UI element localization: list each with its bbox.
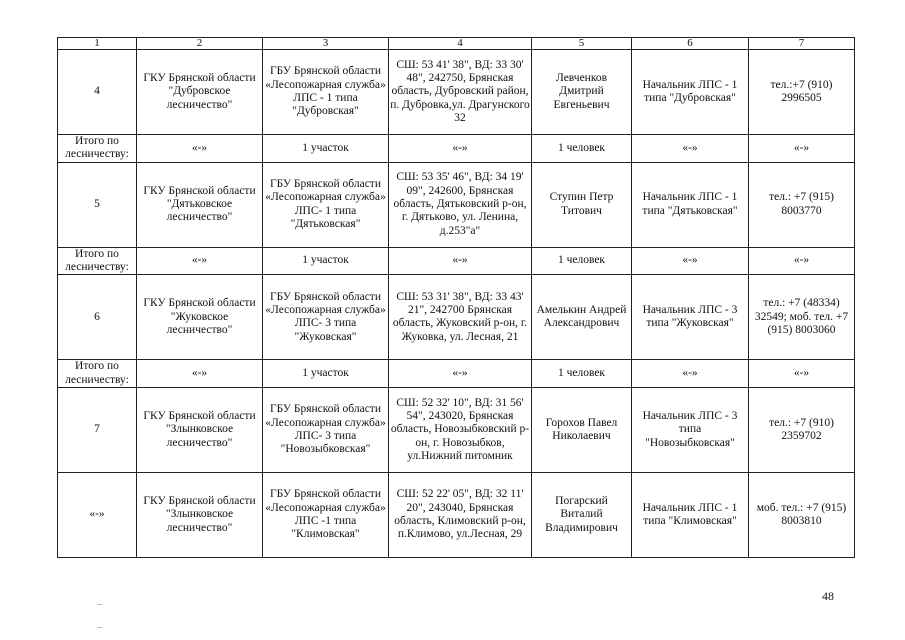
responsible-person-cell: Горохов Павел Николаевич bbox=[532, 387, 632, 472]
phone-cell: тел.:+7 (910) 2996505 bbox=[749, 50, 855, 135]
position-cell: «-» bbox=[632, 247, 749, 275]
phone-cell: «-» bbox=[749, 247, 855, 275]
lps-unit-cell: ГБУ Брянской области «Лесопожарная служба» ЛПС - 1 типа "Дубровская" bbox=[263, 50, 389, 135]
table-row bbox=[58, 472, 855, 557]
responsible-person-cell: Погарский Виталий Владимирович bbox=[532, 472, 632, 557]
header-row bbox=[58, 38, 855, 50]
responsible-person-cell: 1 человек bbox=[532, 135, 632, 163]
header-cell: 1 bbox=[58, 38, 137, 50]
lps-unit-cell: 1 участок bbox=[263, 360, 389, 388]
forestry-cell: «-» bbox=[137, 135, 263, 163]
lps-unit-cell: ГБУ Брянской области «Лесопожарная служба» ЛПС -1 типа "Климовская" bbox=[263, 472, 389, 557]
total-row bbox=[58, 247, 855, 275]
total-label-cell: Итого по лесничеству: bbox=[58, 247, 137, 275]
address-cell: СШ: 52 32' 10", ВД: 31 56' 54", 243020, Брянская область, Новозыбковский р-он, г. Новозыбков, ул.Нижний питомник bbox=[389, 387, 532, 472]
header-cell: 6 bbox=[632, 38, 749, 50]
header-cell: 2 bbox=[137, 38, 263, 50]
lps-unit-cell: 1 участок bbox=[263, 247, 389, 275]
address-cell: СШ: 52 22' 05", ВД: 32 11' 20", 243040, Брянская область, Климовский р-он, п.Климово, ул.Лесная, 29 bbox=[389, 472, 532, 557]
forestry-cell: ГКУ Брянской области "Дубровское лесничество" bbox=[137, 50, 263, 135]
lps-unit-cell: 1 участок bbox=[263, 135, 389, 163]
page-number: 48 bbox=[822, 589, 834, 603]
position-cell: «-» bbox=[632, 135, 749, 163]
address-cell: СШ: 53 35' 46", ВД: 34 19' 09", 242600, Брянская область, Дятьковский р-он, г. Дятьково, ул. Ленина, д.253"а" bbox=[389, 162, 532, 247]
forestry-cell: «-» bbox=[137, 247, 263, 275]
header-cell: 3 bbox=[263, 38, 389, 50]
lps-unit-cell: ГБУ Брянской области «Лесопожарная служба» ЛПС- 3 типа "Новозыбковская" bbox=[263, 387, 389, 472]
position-cell: Начальник ЛПС - 3 типа "Новозыбковская" bbox=[632, 387, 749, 472]
position-cell: Начальник ЛПС - 1 типа "Дубровская" bbox=[632, 50, 749, 135]
phone-cell: тел.: +7 (910) 2359702 bbox=[749, 387, 855, 472]
responsible-person-cell: 1 человек bbox=[532, 247, 632, 275]
forestry-cell: ГКУ Брянской области "Дятьковское лесничество" bbox=[137, 162, 263, 247]
number-cell: 7 bbox=[58, 387, 137, 472]
lps-unit-cell: ГБУ Брянской области «Лесопожарная служба» ЛПС- 1 типа "Дятьковская" bbox=[263, 162, 389, 247]
phone-cell: тел.: +7 (48334) 32549; моб. тел. +7 (915) 8003060 bbox=[749, 275, 855, 360]
forestry-cell: ГКУ Брянской области "Злынковское лесничество" bbox=[137, 472, 263, 557]
table-body bbox=[58, 38, 855, 558]
address-cell: «-» bbox=[389, 135, 532, 163]
responsible-person-cell: 1 человек bbox=[532, 360, 632, 388]
header-cell: 4 bbox=[389, 38, 532, 50]
responsible-person-cell: Амелькин Андрей Александрович bbox=[532, 275, 632, 360]
forestry-table bbox=[57, 37, 855, 558]
number-cell: 4 bbox=[58, 50, 137, 135]
forestry-cell: «-» bbox=[137, 360, 263, 388]
address-cell: СШ: 53 41' 38", ВД: 33 30' 48", 242750, Брянская область, Дубровский район, п. Дубровка,ул. Драгунского 32 bbox=[389, 50, 532, 135]
margin-mark bbox=[97, 627, 102, 628]
margin-mark bbox=[97, 604, 102, 605]
responsible-person-cell: Левченков Дмитрий Евгеньевич bbox=[532, 50, 632, 135]
phone-cell: «-» bbox=[749, 135, 855, 163]
number-cell: 6 bbox=[58, 275, 137, 360]
total-row bbox=[58, 360, 855, 388]
position-cell: Начальник ЛПС - 3 типа "Жуковская" bbox=[632, 275, 749, 360]
position-cell: Начальник ЛПС - 1 типа "Дятьковская" bbox=[632, 162, 749, 247]
responsible-person-cell: Ступин Петр Титович bbox=[532, 162, 632, 247]
address-cell: СШ: 53 31' 38", ВД: 33 43' 21", 242700 Брянская область, Жуковский р-он, г. Жуковка, ул. Лесная, 21 bbox=[389, 275, 532, 360]
phone-cell: «-» bbox=[749, 360, 855, 388]
number-cell: 5 bbox=[58, 162, 137, 247]
forestry-cell: ГКУ Брянской области "Жуковское лесничество" bbox=[137, 275, 263, 360]
table-row bbox=[58, 50, 855, 135]
header-cell: 7 bbox=[749, 38, 855, 50]
position-cell: Начальник ЛПС - 1 типа "Климовская" bbox=[632, 472, 749, 557]
lps-unit-cell: ГБУ Брянской области «Лесопожарная служба» ЛПС- 3 типа "Жуковская" bbox=[263, 275, 389, 360]
address-cell: «-» bbox=[389, 360, 532, 388]
table-row bbox=[58, 387, 855, 472]
phone-cell: моб. тел.: +7 (915) 8003810 bbox=[749, 472, 855, 557]
position-cell: «-» bbox=[632, 360, 749, 388]
total-label-cell: Итого по лесничеству: bbox=[58, 360, 137, 388]
table-row bbox=[58, 275, 855, 360]
header-cell: 5 bbox=[532, 38, 632, 50]
number-cell: «-» bbox=[58, 472, 137, 557]
phone-cell: тел.: +7 (915) 8003770 bbox=[749, 162, 855, 247]
total-row bbox=[58, 135, 855, 163]
table-row bbox=[58, 162, 855, 247]
address-cell: «-» bbox=[389, 247, 532, 275]
forestry-cell: ГКУ Брянской области "Злынковское лесничество" bbox=[137, 387, 263, 472]
total-label-cell: Итого по лесничеству: bbox=[58, 135, 137, 163]
